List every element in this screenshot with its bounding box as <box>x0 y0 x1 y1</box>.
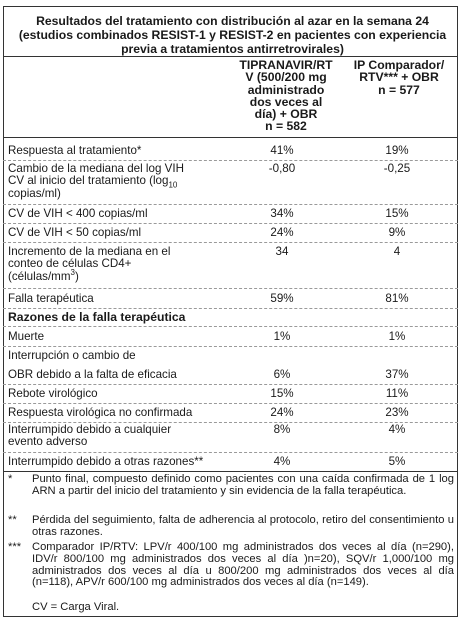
table-bottom-rule <box>3 471 458 472</box>
superscript: 3 <box>70 267 75 277</box>
cell-value: 19% <box>385 144 409 157</box>
col2-line: RTV*** + OBR <box>359 70 439 85</box>
column-header-comparator <box>343 59 455 96</box>
row-divider <box>3 384 458 385</box>
label-line: Interrumpido debido a cualquier <box>8 423 172 436</box>
cell-value: -0,25 <box>383 162 411 175</box>
cell-value: 37% <box>385 368 409 381</box>
cell-value: 24% <box>270 406 294 419</box>
label-text: CV al inicio del tratamiento (log <box>8 174 169 188</box>
footnote <box>8 515 454 539</box>
cv-note: CV = Carga Viral. <box>32 601 120 613</box>
row-divider <box>3 452 458 453</box>
section-heading: Razones de la falla terapéutica <box>8 310 186 324</box>
cell-value: 1% <box>273 330 291 343</box>
title-rule <box>3 56 458 57</box>
label-line: OBR debido a la falta de eficacia <box>8 368 177 382</box>
row-label-cambio-mediana <box>8 163 184 200</box>
column-header-tipranavir <box>232 59 340 133</box>
col1-line: día) + OBR <box>254 107 318 122</box>
col1-line: n = 582 <box>265 119 307 134</box>
row-label-falla: Falla terapéutica <box>8 292 94 305</box>
cell-value: -0,80 <box>268 162 296 175</box>
row-divider <box>3 223 458 224</box>
subscript: 10 <box>168 180 178 190</box>
cell-value: 4% <box>388 423 406 436</box>
cell-value: 4 <box>393 245 401 258</box>
label-line: $(células/mm^3)$ <box>8 267 79 283</box>
row-label-cv-400: CV de VIH < 400 copias/ml <box>8 207 148 220</box>
cell-value: 6% <box>273 368 291 381</box>
row-label-respuesta-no-confirmada: Respuesta virológica no confirmada <box>8 406 193 419</box>
table-title: Resultados del tratamiento con distribución al azar en la semana 24 (estudios combinados RESIST-1 y RESIST-2 en pacientes con experiencia previa a tratamientos antirretrovirales) <box>18 14 447 56</box>
footnote-mark: * <box>8 473 13 485</box>
label-line: Interrupción o cambio de <box>8 349 136 362</box>
col1-line: V (500/200 mg <box>245 70 327 85</box>
row-divider <box>3 288 458 289</box>
row-label-rebote: Rebote virológico <box>8 387 98 400</box>
cell-value: 11% <box>385 387 409 400</box>
row-label-interrupcion-obr <box>8 350 177 382</box>
row-label-evento-adverso <box>8 424 171 449</box>
row-label-cv-50: CV de VIH < 50 copias/ml <box>8 226 142 239</box>
label-line: evento adverso <box>8 435 88 449</box>
label-line: Cambio de la mediana del log VIH <box>8 162 184 175</box>
footnote <box>8 474 454 510</box>
footnote-mark: *** <box>8 541 22 553</box>
cell-value: 34 <box>275 245 289 258</box>
cell-value: 4% <box>273 455 291 468</box>
col1-line: TIPRANAVIR/RT <box>239 58 333 72</box>
row-label-respuesta: Respuesta al tratamiento* <box>8 144 142 157</box>
col2-line: IP Comparador/ <box>353 58 445 72</box>
label-line <box>8 174 184 190</box>
footnote-mark: ** <box>8 514 17 526</box>
label-text: (células/mm <box>8 269 71 283</box>
row-divider <box>3 403 458 404</box>
cell-value: 41% <box>270 144 294 157</box>
col1-line: administrado <box>247 82 325 97</box>
cell-value: 5% <box>388 455 406 468</box>
cell-value: 81% <box>385 292 409 305</box>
label-line: Incremento de la mediana en el <box>8 245 171 258</box>
cell-value: 15% <box>270 387 294 400</box>
row-divider <box>3 326 458 327</box>
cell-value: 15% <box>385 207 409 220</box>
cell-value: 8% <box>273 423 291 436</box>
cell-value: 1% <box>388 330 406 343</box>
row-label-cd4 <box>8 246 170 283</box>
row-label-muerte: Muerte <box>8 330 45 343</box>
col2-line: n = 577 <box>378 82 420 97</box>
header-rule <box>3 137 458 138</box>
label-line: conteo de células CD4+ <box>8 257 132 271</box>
cell-value: 9% <box>388 226 406 239</box>
row-divider <box>3 242 458 243</box>
footnote <box>8 542 454 602</box>
cell-value: 24% <box>270 226 294 239</box>
cell-value: 34% <box>270 207 294 220</box>
footnote-text: Pérdida del seguimiento, falta de adherencia al protocolo, retiro del consentimiento u otras razones. <box>32 514 454 538</box>
footnote-text: Punto final, compuesto definido como pacientes con una caída confirmada de 1 log ARN a partir del inicio del tratamiento y sin evidencia de la falla terapéutica. <box>32 473 454 497</box>
row-divider <box>3 346 458 347</box>
cell-value: 23% <box>385 406 409 419</box>
col1-line: dos veces al <box>249 94 323 109</box>
footnote-text: Comparador IP/RTV: LPV/r 400/100 mg administrados dos veces al día (n=290), IDV/r 800/100 mg administrados dos veces al día )n=20), SQV/r 1,000/100 mg administrados dos veces al día u 800/200 mg administrados dos veces al día (n=118), APV/r 600/100 mg administrados dos veces al día (n=149). <box>32 541 454 589</box>
row-divider <box>3 308 458 309</box>
row-label-otras-razones: Interrumpido debido a otras razones** <box>8 455 204 468</box>
cell-value: 59% <box>270 292 294 305</box>
row-divider <box>3 160 458 161</box>
row-divider <box>3 204 458 205</box>
label-line: copias/ml) <box>8 186 61 200</box>
